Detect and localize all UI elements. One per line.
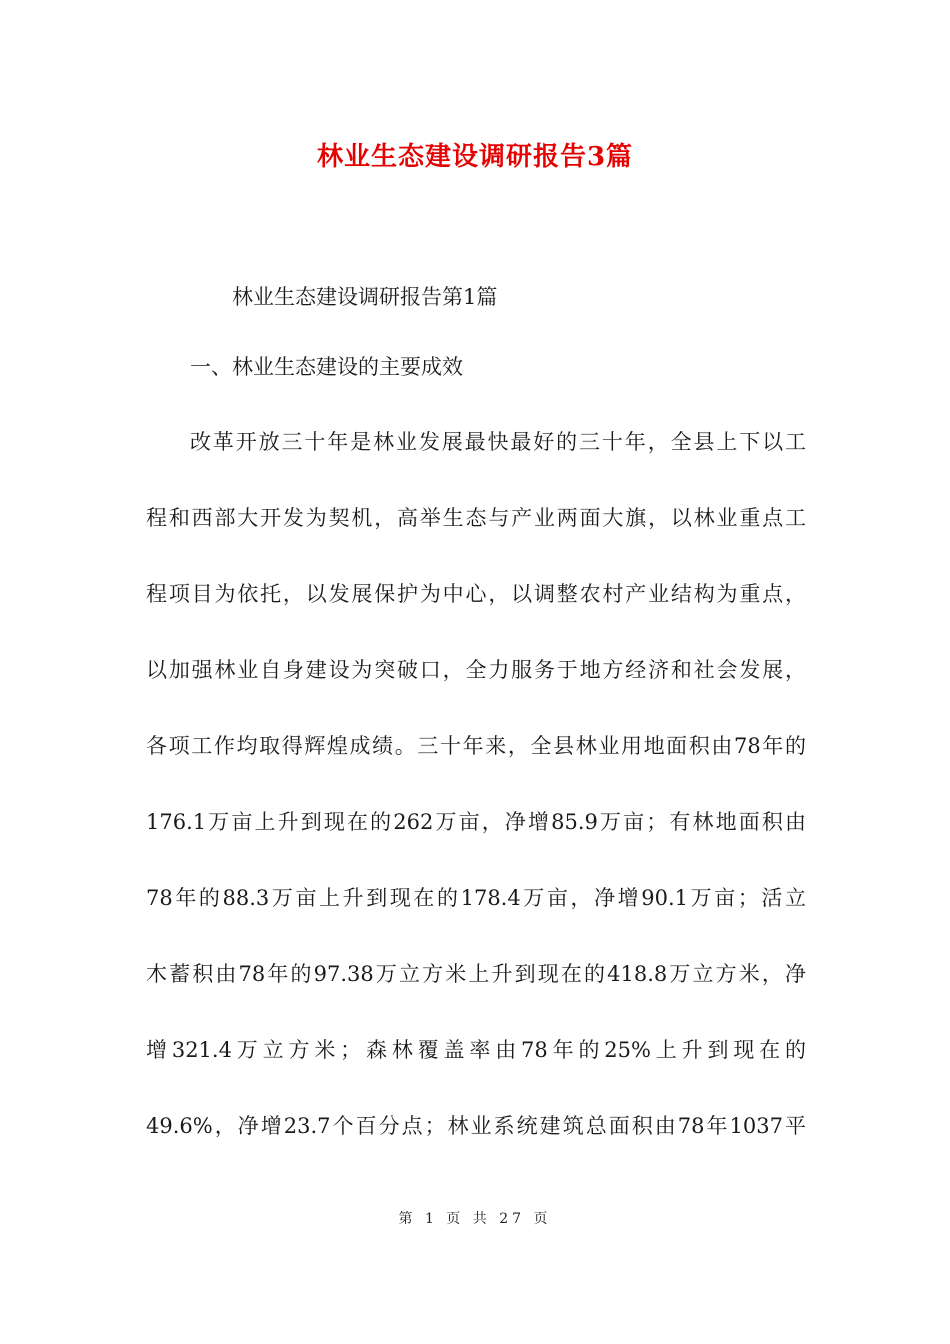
paragraph-line: 程和西部大开发为契机，高举生态与产业两面大旗，以林业重点工 — [146, 506, 806, 530]
paragraph-line: 增321.4万立方米；森林覆盖率由78年的25%上升到现在的 — [146, 1038, 806, 1062]
paragraph-line: 改革开放三十年是林业发展最快最好的三十年，全县上下以工 — [190, 430, 806, 454]
paragraph-line: 程项目为依托，以发展保护为中心，以调整农村产业结构为重点， — [146, 582, 806, 606]
paragraph-line: 49.6%，净增23.7个百分点；林业系统建筑总面积由78年1037平 — [146, 1114, 806, 1138]
paragraph-line: 以加强林业自身建设为突破口，全力服务于地方经济和社会发展， — [146, 658, 806, 682]
paragraph-line: 木蓄积由78年的97.38万立方米上升到现在的418.8万立方米，净 — [146, 962, 806, 986]
page-number-footer: 第 1 页 共 27 页 — [398, 1211, 552, 1227]
paragraph-line: 176.1万亩上升到现在的262万亩，净增85.9万亩；有林地面积由 — [146, 810, 806, 834]
paragraph-line: 78年的88.3万亩上升到现在的178.4万亩，净增90.1万亩；活立 — [146, 886, 806, 910]
paragraph-line: 各项工作均取得辉煌成绩。三十年来，全县林业用地面积由78年的 — [146, 734, 806, 758]
document-title: 林业生态建设调研报告3篇 — [316, 142, 634, 172]
document-subtitle: 林业生态建设调研报告第1篇 — [232, 285, 498, 309]
section-heading: 一、林业生态建设的主要成效 — [190, 355, 463, 379]
